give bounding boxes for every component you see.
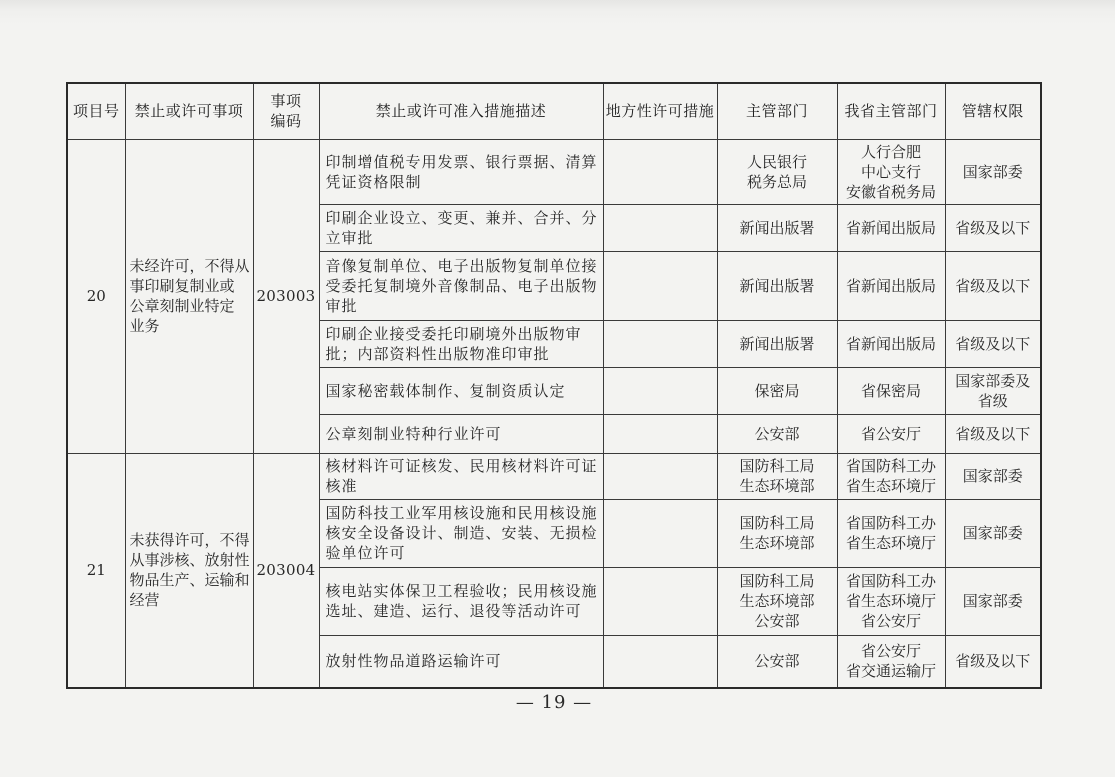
local-measure-cell (603, 139, 717, 204)
local-measure-cell (603, 320, 717, 367)
province-authority-cell: 省国防科工办 省生态环境厅 (837, 499, 945, 567)
measure-description: 印刷企业设立、变更、兼并、合并、分立审批 (319, 204, 603, 251)
province-authority-cell: 人行合肥 中心支行 安徽省税务局 (837, 139, 945, 204)
authority-cell: 国防科工局 生态环境部 公安部 (717, 567, 837, 635)
local-measure-cell (603, 567, 717, 635)
table-header-row (67, 83, 1041, 139)
item-number: 21 (67, 453, 125, 688)
header-matter: 禁止或许可事项 (125, 83, 253, 139)
province-authority-cell: 省国防科工办 省生态环境厅 (837, 453, 945, 499)
jurisdiction-cell: 省级及以下 (945, 414, 1041, 453)
local-measure-cell (603, 251, 717, 320)
authority-cell: 公安部 (717, 635, 837, 688)
local-measure-cell (603, 635, 717, 688)
header-jurisdiction: 管辖权限 (945, 83, 1041, 139)
header-description: 禁止或许可准入措施描述 (319, 83, 603, 139)
authority-cell: 新闻出版署 (717, 204, 837, 251)
province-authority-cell: 省国防科工办 省生态环境厅 省公安厅 (837, 567, 945, 635)
header-item-no: 项目号 (67, 83, 125, 139)
matter-cell: 未获得许可，不得 从事涉核、放射性 物品生产、运输和 经营 (125, 453, 253, 688)
jurisdiction-cell: 国家部委 (945, 139, 1041, 204)
header-local-measures: 地方性许可措施 (603, 83, 717, 139)
header-authority: 主管部门 (717, 83, 837, 139)
province-authority-cell: 省新闻出版局 (837, 320, 945, 367)
measure-description: 音像复制单位、电子出版物复制单位接受委托复制境外音像制品、电子出版物审批 (319, 251, 603, 320)
jurisdiction-cell: 国家部委 (945, 567, 1041, 635)
measure-description: 印制增值税专用发票、银行票据、清算凭证资格限制 (319, 139, 603, 204)
local-measure-cell (603, 453, 717, 499)
authority-cell: 新闻出版署 (717, 320, 837, 367)
province-authority-cell: 省新闻出版局 (837, 204, 945, 251)
permit-measures-table (66, 82, 1042, 689)
code-cell: 203004 (253, 453, 319, 688)
jurisdiction-cell: 省级及以下 (945, 204, 1041, 251)
authority-cell: 公安部 (717, 414, 837, 453)
code-cell: 203003 (253, 139, 319, 453)
local-measure-cell (603, 204, 717, 251)
header-province-authority: 我省主管部门 (837, 83, 945, 139)
authority-cell: 新闻出版署 (717, 251, 837, 320)
measure-description: 印刷企业接受委托印刷境外出版物审批；内部资料性出版物准印审批 (319, 320, 603, 367)
local-measure-cell (603, 414, 717, 453)
jurisdiction-cell: 国家部委 (945, 453, 1041, 499)
table-row (67, 453, 1041, 499)
authority-cell: 保密局 (717, 367, 837, 414)
authority-cell: 国防科工局 生态环境部 (717, 499, 837, 567)
local-measure-cell (603, 499, 717, 567)
table-row (67, 139, 1041, 204)
jurisdiction-cell: 省级及以下 (945, 251, 1041, 320)
jurisdiction-cell: 国家部委 (945, 499, 1041, 567)
measure-description: 放射性物品道路运输许可 (319, 635, 603, 688)
measure-description: 国家秘密载体制作、复制资质认定 (319, 367, 603, 414)
province-authority-cell: 省公安厅 省交通运输厅 (837, 635, 945, 688)
measure-description: 核材料许可证核发、民用核材料许可证核准 (319, 453, 603, 499)
matter-cell: 未经许可，不得从 事印刷复制业或 公章刻制业特定 业务 (125, 139, 253, 453)
local-measure-cell (603, 367, 717, 414)
authority-cell: 人民银行 税务总局 (717, 139, 837, 204)
jurisdiction-cell: 国家部委及 省级 (945, 367, 1041, 414)
header-code: 事项 编码 (253, 83, 319, 139)
jurisdiction-cell: 省级及以下 (945, 635, 1041, 688)
measure-description: 公章刻制业特种行业许可 (319, 414, 603, 453)
province-authority-cell: 省公安厅 (837, 414, 945, 453)
page-number: — 19 — (515, 692, 593, 713)
province-authority-cell: 省新闻出版局 (837, 251, 945, 320)
province-authority-cell: 省保密局 (837, 367, 945, 414)
item-number: 20 (67, 139, 125, 453)
jurisdiction-cell: 省级及以下 (945, 320, 1041, 367)
measure-description: 核电站实体保卫工程验收；民用核设施选址、建造、运行、退役等活动许可 (319, 567, 603, 635)
measure-description: 国防科技工业军用核设施和民用核设施核安全设备设计、制造、安装、无损检验单位许可 (319, 499, 603, 567)
authority-cell: 国防科工局 生态环境部 (717, 453, 837, 499)
